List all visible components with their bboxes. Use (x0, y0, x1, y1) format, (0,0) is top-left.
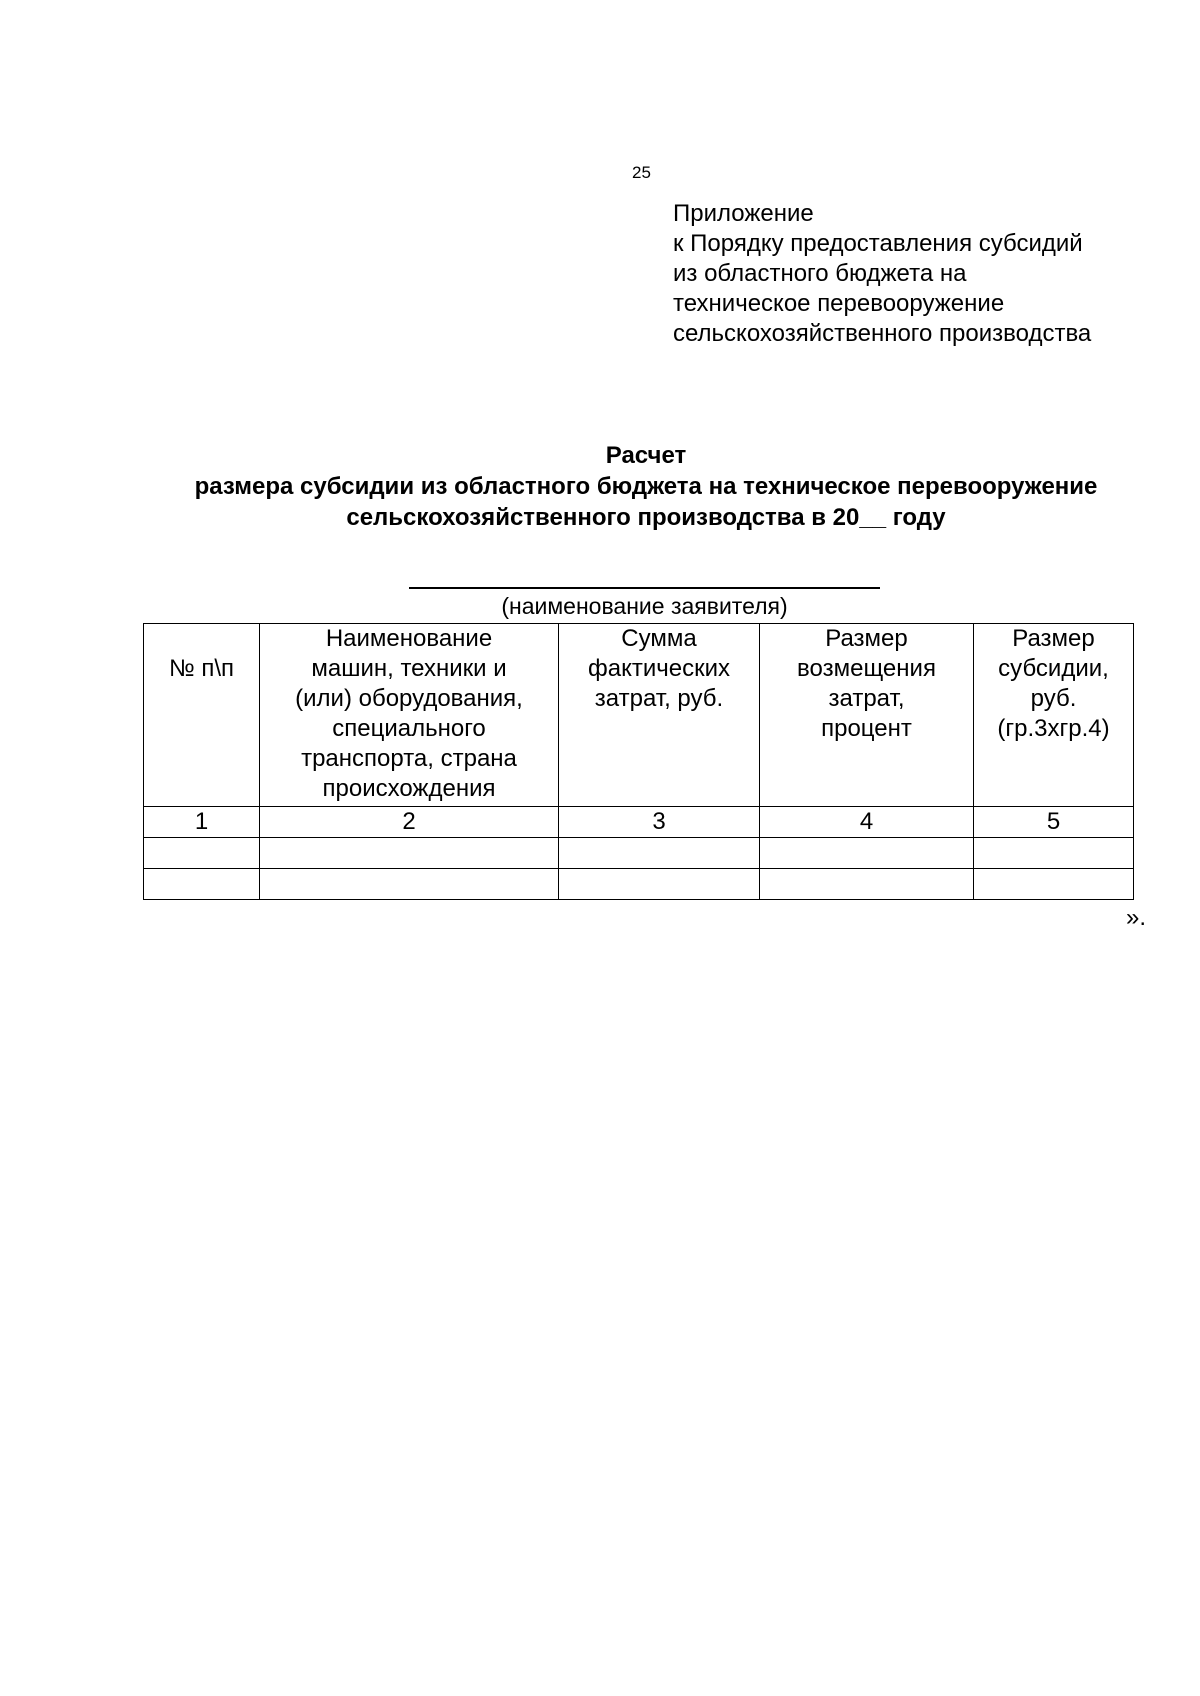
header-line: № п\п (168, 655, 235, 682)
table-cell (144, 838, 260, 869)
header-line: Сумма (621, 625, 697, 652)
appendix-line: Приложение (673, 200, 814, 227)
table-cell: 1 (144, 807, 260, 838)
header-line: машин, техники и (311, 655, 507, 682)
table-cell (260, 838, 559, 869)
appendix-block (673, 199, 1091, 349)
title-line: сельскохозяйственного производства в 20__ году (346, 504, 946, 531)
table-cell (559, 869, 760, 900)
table-cell (144, 869, 260, 900)
header-line: (или) оборудования, (295, 685, 523, 712)
page-number: 25 (632, 163, 651, 182)
table-cell (559, 838, 760, 869)
title-line: размера субсидии из областного бюджета на техническое перевооружение (194, 473, 1098, 500)
table-row (144, 869, 1134, 900)
applicant-caption: (наименование заявителя) (501, 593, 788, 619)
table-cell: 4 (760, 807, 974, 838)
header-cell-reimbursement-rate (760, 624, 974, 807)
title-line: Расчет (605, 442, 687, 469)
applicant-name-line (409, 587, 880, 589)
appendix-line: к Порядку предоставления субсидий (673, 230, 1083, 257)
table-cell (260, 869, 559, 900)
table-cell (760, 838, 974, 869)
header-line: затрат, руб. (594, 685, 724, 712)
header-line: (гр.3хгр.4) (997, 715, 1110, 742)
table-header-row (144, 624, 1134, 807)
header-line: возмещения (797, 655, 936, 682)
header-line: Размер (825, 625, 908, 652)
closing-quote-mark: ». (1126, 904, 1147, 931)
header-line: процент (821, 715, 912, 742)
header-cell-subsidy-amount (974, 624, 1134, 807)
table-cell (760, 869, 974, 900)
header-line: руб. (1030, 685, 1077, 712)
header-line: Размер (1012, 625, 1095, 652)
header-cell-number (144, 624, 260, 807)
table-cell: 5 (974, 807, 1134, 838)
header-line: Наименование (325, 625, 493, 652)
subsidy-calculation-table (143, 623, 1134, 900)
table-cell: 3 (559, 807, 760, 838)
table-row (144, 838, 1134, 869)
appendix-line: сельскохозяйственного производства (673, 320, 1092, 347)
header-line: происхождения (322, 775, 496, 802)
header-line: субсидии, (998, 655, 1109, 682)
header-line: транспорта, страна (301, 745, 517, 772)
table-cell: 2 (260, 807, 559, 838)
header-cell-machinery-name (260, 624, 559, 807)
header-cell-actual-costs (559, 624, 760, 807)
table-cell (974, 838, 1134, 869)
header-line: специального (332, 715, 486, 742)
appendix-line: из областного бюджета на (673, 260, 967, 287)
appendix-line: техническое перевооружение (673, 290, 1005, 317)
table-cell (974, 869, 1134, 900)
column-number-row (144, 807, 1134, 838)
header-line: фактических (587, 655, 731, 682)
document-title (130, 440, 1162, 533)
header-line: затрат, (828, 685, 905, 712)
